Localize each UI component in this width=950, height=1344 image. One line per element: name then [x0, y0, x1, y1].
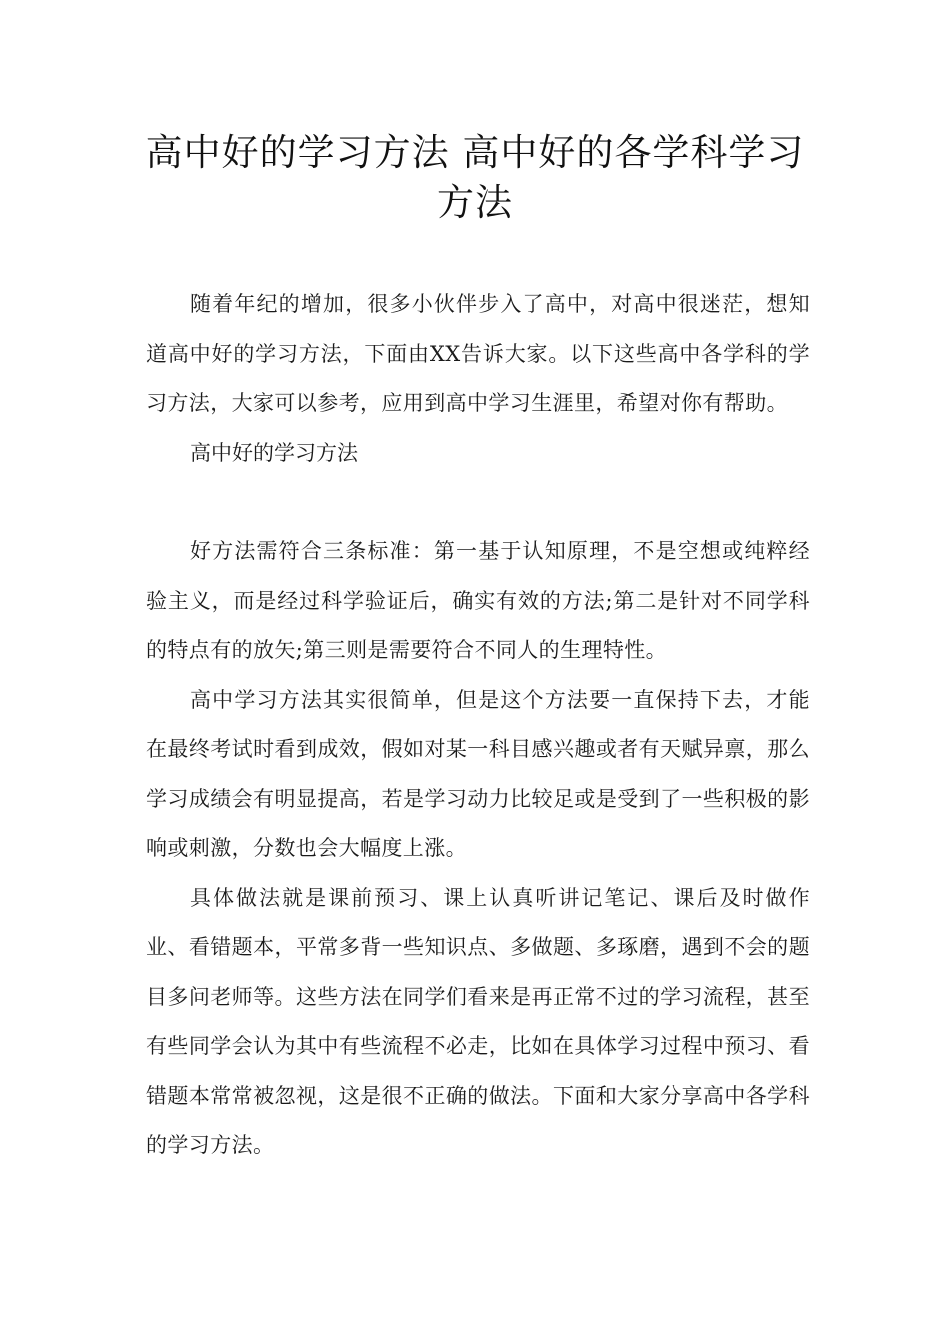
intro-paragraph: 随着年纪的增加，很多小伙伴步入了高中，对高中很迷茫，想知道高中好的学习方法，下面由XX告诉大家。以下这些高中各学科的学习方法，大家可以参考，应用到高中学习生涯里，希望对你有帮助。 [146, 292, 810, 415]
standards-paragraph: 好方法需符合三条标准：第一基于认知原理，不是空想或纯粹经验主义，而是经过科学验证后，确实有效的方法;第二是针对不同学科的特点有的放矢;第三则是需要符合不同人的生理特性。 [146, 539, 810, 662]
document-title: 高中好的学习方法 高中好的各学科学习方法 [145, 131, 805, 224]
document-body [146, 280, 810, 1171]
section-heading: 高中好的学习方法 [190, 440, 358, 465]
persistence-paragraph: 高中学习方法其实很简单，但是这个方法要一直保持下去，才能在最终考试时看到成效，假如对某一科目感兴趣或者有天赋异禀，那么学习成绩会有明显提高，若是学习动力比较足或是受到了一些积极的影响或刺激，分数也会大幅度上涨。 [146, 687, 810, 860]
practice-paragraph: 具体做法就是课前预习、课上认真听讲记笔记、课后及时做作业、看错题本，平常多背一些知识点、多做题、多琢磨，遇到不会的题目多问老师等。这些方法在同学们看来是再正常不过的学习流程，甚至有些同学会认为其中有些流程不必走，比如在具体学习过程中预习、看错题本常常被忽视，这是很不正确的做法。下面和大家分享高中各学科的学习方法。 [146, 885, 810, 1157]
